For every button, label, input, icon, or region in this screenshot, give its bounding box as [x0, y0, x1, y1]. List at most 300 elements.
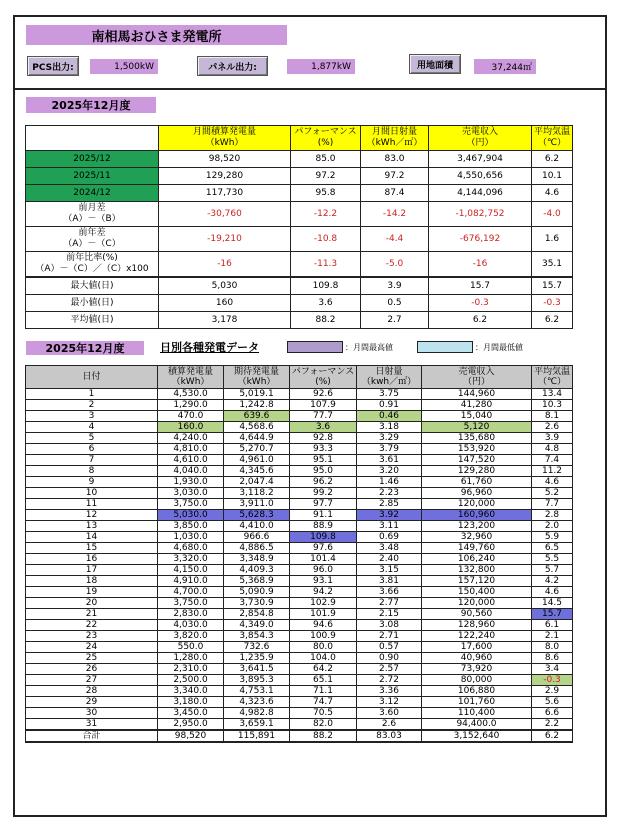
daily-row — [26, 532, 573, 543]
daily-cell: 2.6 — [532, 422, 573, 433]
summary-cell: 10.1 — [532, 168, 573, 185]
daily-column-header: 積算発電量 （kWh） — [158, 366, 224, 389]
land-area-value: 37,244㎡ — [474, 59, 536, 74]
daily-row — [26, 598, 573, 609]
daily-cell: 2.8 — [532, 510, 573, 521]
daily-cell: 150,400 — [422, 587, 532, 598]
daily-cell: 129,280 — [422, 466, 532, 477]
summary-cell: 2.7 — [361, 312, 429, 329]
daily-cell: 8.6 — [532, 653, 573, 664]
daily-cell: 107.9 — [290, 400, 357, 411]
daily-cell: 80.0 — [290, 642, 357, 653]
daily-cell: 109.8 — [290, 532, 357, 543]
summary-cell: -16 — [429, 252, 532, 278]
daily-cell: 5,368.9 — [224, 576, 290, 587]
daily-cell: 3,348.9 — [224, 554, 290, 565]
daily-cell: 1.46 — [357, 477, 422, 488]
daily-row — [26, 510, 573, 521]
daily-cell: 3,820.0 — [158, 631, 224, 642]
daily-cell: 3.61 — [357, 455, 422, 466]
daily-cell: 3.81 — [357, 576, 422, 587]
summary-row-label: 2024/12 — [26, 185, 159, 202]
daily-row — [26, 521, 573, 532]
daily-cell: 14.5 — [532, 598, 573, 609]
daily-cell: 4,410.0 — [224, 521, 290, 532]
daily-date-cell: 8 — [26, 466, 158, 477]
daily-cell: 13.4 — [532, 389, 573, 400]
daily-cell: 93.3 — [290, 444, 357, 455]
daily-row — [26, 708, 573, 719]
daily-row — [26, 653, 573, 664]
daily-row — [26, 664, 573, 675]
daily-cell: 639.6 — [224, 411, 290, 422]
legend-low-label: ：月間最低値 — [475, 343, 523, 352]
daily-cell: 5,628.3 — [224, 510, 290, 521]
daily-cell: 3,641.5 — [224, 664, 290, 675]
daily-row — [26, 455, 573, 466]
daily-cell: 5.6 — [532, 697, 573, 708]
daily-cell: 3,911.0 — [224, 499, 290, 510]
daily-row — [26, 642, 573, 653]
daily-cell: 157,120 — [422, 576, 532, 587]
daily-cell: 0.91 — [357, 400, 422, 411]
daily-cell: 3.11 — [357, 521, 422, 532]
daily-cell: 4,349.0 — [224, 620, 290, 631]
daily-cell: 73,920 — [422, 664, 532, 675]
daily-date-cell: 18 — [26, 576, 158, 587]
daily-date-cell: 2 — [26, 400, 158, 411]
daily-date-cell: 3 — [26, 411, 158, 422]
daily-cell: 4,040.0 — [158, 466, 224, 477]
daily-row — [26, 587, 573, 598]
daily-cell: 96.0 — [290, 565, 357, 576]
summary-cell: 4,550,656 — [429, 168, 532, 185]
daily-cell: 5,120 — [422, 422, 532, 433]
daily-cell: 5.9 — [532, 532, 573, 543]
daily-cell: 147,520 — [422, 455, 532, 466]
daily-cell: 4,030.0 — [158, 620, 224, 631]
daily-cell: 3.12 — [357, 697, 422, 708]
daily-date-cell: 1 — [26, 389, 158, 400]
summary-cell: -0.3 — [532, 295, 573, 312]
daily-total-row — [26, 730, 573, 742]
daily-cell: 95.0 — [290, 466, 357, 477]
daily-date-cell: 12 — [26, 510, 158, 521]
daily-date-cell: 13 — [26, 521, 158, 532]
daily-cell: 0.69 — [357, 532, 422, 543]
daily-cell: 71.1 — [290, 686, 357, 697]
daily-cell: 106,880 — [422, 686, 532, 697]
daily-date-cell: 23 — [26, 631, 158, 642]
daily-total-cell: 115,891 — [224, 730, 290, 742]
daily-cell: 95.1 — [290, 455, 357, 466]
daily-cell: 10.3 — [532, 400, 573, 411]
summary-cell: -0.3 — [429, 295, 532, 312]
daily-cell: 2.77 — [357, 598, 422, 609]
daily-cell: 4,409.3 — [224, 565, 290, 576]
daily-date-cell: 30 — [26, 708, 158, 719]
daily-cell: 2.57 — [357, 664, 422, 675]
summary-row — [26, 185, 573, 202]
daily-cell: 92.8 — [290, 433, 357, 444]
daily-cell: 94,400.0 — [422, 719, 532, 731]
summary-cell: -30,760 — [159, 202, 291, 227]
daily-cell: 135,680 — [422, 433, 532, 444]
daily-cell: 120,000 — [422, 499, 532, 510]
daily-row — [26, 697, 573, 708]
daily-cell: 4,700.0 — [158, 587, 224, 598]
daily-row — [26, 444, 573, 455]
daily-cell: 732.6 — [224, 642, 290, 653]
land-area-button[interactable]: 用地面積 — [409, 54, 461, 74]
daily-cell: 4,150.0 — [158, 565, 224, 576]
daily-cell: 3.60 — [357, 708, 422, 719]
summary-cell: 3.9 — [361, 277, 429, 295]
daily-cell: 3,320.0 — [158, 554, 224, 565]
summary-cell: -16 — [159, 252, 291, 278]
daily-cell: 3,118.2 — [224, 488, 290, 499]
summary-cell: 15.7 — [429, 277, 532, 295]
daily-cell: 7.4 — [532, 455, 573, 466]
summary-cell: 97.2 — [361, 168, 429, 185]
daily-date-cell: 22 — [26, 620, 158, 631]
daily-date-cell: 19 — [26, 587, 158, 598]
daily-cell: 4,568.6 — [224, 422, 290, 433]
daily-cell: 3.6 — [290, 422, 357, 433]
summary-column-header: 平均気温 （℃） — [532, 126, 573, 151]
daily-cell: 4.8 — [532, 444, 573, 455]
legend-high-label: ：月間最高値 — [345, 343, 393, 352]
summary-cell: -11.3 — [291, 252, 361, 278]
daily-cell: 4,530.0 — [158, 389, 224, 400]
summary-row-label: 最大値(日) — [26, 277, 159, 295]
daily-cell: 15.7 — [532, 609, 573, 620]
daily-row — [26, 675, 573, 686]
daily-cell: 5.7 — [532, 565, 573, 576]
daily-row — [26, 719, 573, 731]
daily-date-cell: 6 — [26, 444, 158, 455]
daily-cell: 2.23 — [357, 488, 422, 499]
daily-cell: 106,240 — [422, 554, 532, 565]
legend-high-swatch — [287, 341, 343, 353]
daily-cell: 4,644.9 — [224, 433, 290, 444]
daily-cell: 3,180.0 — [158, 697, 224, 708]
summary-row — [26, 151, 573, 168]
summary-row-label: 前月差 （A）－（B） — [26, 202, 159, 227]
daily-cell: 2,854.8 — [224, 609, 290, 620]
daily-cell: 1,235.9 — [224, 653, 290, 664]
summary-row — [26, 252, 573, 278]
daily-row — [26, 400, 573, 411]
summary-column-header: 月間日射量 （kWh／㎡） — [361, 126, 429, 151]
summary-cell: 85.0 — [291, 151, 361, 168]
daily-row — [26, 488, 573, 499]
daily-cell: 966.6 — [224, 532, 290, 543]
daily-date-cell: 16 — [26, 554, 158, 565]
daily-cell: 0.90 — [357, 653, 422, 664]
daily-cell: 4,982.8 — [224, 708, 290, 719]
daily-period-label: 2025年12月度 — [26, 341, 144, 355]
daily-column-header: 日射量 （kwh／㎡） — [357, 366, 422, 389]
daily-section-header — [25, 339, 572, 357]
daily-row — [26, 631, 573, 642]
daily-cell: 96.2 — [290, 477, 357, 488]
daily-cell: 91.1 — [290, 510, 357, 521]
daily-cell: 5,090.9 — [224, 587, 290, 598]
daily-cell: 3.9 — [532, 433, 573, 444]
daily-cell: 2.85 — [357, 499, 422, 510]
summary-row-label: 平均値(日) — [26, 312, 159, 329]
daily-cell: 5.5 — [532, 554, 573, 565]
daily-cell: 160.0 — [158, 422, 224, 433]
daily-cell: 3,659.1 — [224, 719, 290, 731]
summary-cell: 1.6 — [532, 227, 573, 252]
daily-row — [26, 686, 573, 697]
daily-cell: 77.7 — [290, 411, 357, 422]
daily-cell: 4,753.1 — [224, 686, 290, 697]
summary-row-label: 2025/12 — [26, 151, 159, 168]
daily-cell: 4.6 — [532, 477, 573, 488]
daily-cell: 100.9 — [290, 631, 357, 642]
daily-cell: 3,030.0 — [158, 488, 224, 499]
daily-cell: 3.4 — [532, 664, 573, 675]
daily-date-cell: 14 — [26, 532, 158, 543]
panel-output-button[interactable]: パネル出力: — [197, 56, 268, 76]
daily-row — [26, 466, 573, 477]
daily-cell: 104.0 — [290, 653, 357, 664]
summary-cell: 3,467,904 — [429, 151, 532, 168]
daily-date-cell: 17 — [26, 565, 158, 576]
summary-row — [26, 227, 573, 252]
daily-cell: 2.0 — [532, 521, 573, 532]
daily-cell: 4,240.0 — [158, 433, 224, 444]
summary-cell: 117,730 — [159, 185, 291, 202]
summary-cell: 15.7 — [532, 277, 573, 295]
daily-cell: 101.9 — [290, 609, 357, 620]
daily-cell: 102.9 — [290, 598, 357, 609]
daily-cell: 132,800 — [422, 565, 532, 576]
daily-cell: 74.7 — [290, 697, 357, 708]
daily-cell: 82.0 — [290, 719, 357, 731]
summary-cell: -5.0 — [361, 252, 429, 278]
daily-cell: 11.2 — [532, 466, 573, 477]
summary-cell: 6.2 — [532, 151, 573, 168]
summary-cell: 3.6 — [291, 295, 361, 312]
daily-date-cell: 4 — [26, 422, 158, 433]
summary-cell: -12.2 — [291, 202, 361, 227]
daily-cell: 160,960 — [422, 510, 532, 521]
daily-total-cell: 6.2 — [532, 730, 573, 742]
daily-cell: 4,345.6 — [224, 466, 290, 477]
daily-cell: 1,290.0 — [158, 400, 224, 411]
daily-cell: 4,910.0 — [158, 576, 224, 587]
daily-cell: 3.92 — [357, 510, 422, 521]
summary-cell: -10.8 — [291, 227, 361, 252]
daily-cell: 1,030.0 — [158, 532, 224, 543]
daily-date-cell: 24 — [26, 642, 158, 653]
summary-cell: 88.2 — [291, 312, 361, 329]
daily-date-cell: 5 — [26, 433, 158, 444]
summary-cell: 83.0 — [361, 151, 429, 168]
daily-cell: 153,920 — [422, 444, 532, 455]
daily-cell: 2.71 — [357, 631, 422, 642]
daily-column-header: 平均気温 （℃） — [532, 366, 573, 389]
daily-cell: 3,730.9 — [224, 598, 290, 609]
daily-cell: 4.2 — [532, 576, 573, 587]
summary-cell: 109.8 — [291, 277, 361, 295]
daily-date-cell: 31 — [26, 719, 158, 731]
daily-cell: 99.2 — [290, 488, 357, 499]
daily-cell: 3,450.0 — [158, 708, 224, 719]
daily-column-header: 売電収入 （円） — [422, 366, 532, 389]
daily-total-cell: 88.2 — [290, 730, 357, 742]
daily-date-cell: 21 — [26, 609, 158, 620]
monthly-summary-table — [25, 125, 573, 329]
summary-row — [26, 295, 573, 312]
plant-title: 南相馬おひさま発電所 — [26, 25, 287, 45]
daily-cell: 8.1 — [532, 411, 573, 422]
pcs-output-button[interactable]: PCS出力: — [27, 56, 79, 76]
daily-cell: 3,750.0 — [158, 499, 224, 510]
daily-cell: 4,323.6 — [224, 697, 290, 708]
daily-cell: 3.29 — [357, 433, 422, 444]
daily-cell: 128,960 — [422, 620, 532, 631]
summary-cell: 95.8 — [291, 185, 361, 202]
daily-cell: 4,810.0 — [158, 444, 224, 455]
daily-cell: 3.20 — [357, 466, 422, 477]
summary-cell: 5,030 — [159, 277, 291, 295]
daily-cell: 3.79 — [357, 444, 422, 455]
daily-cell: 0.46 — [357, 411, 422, 422]
daily-total-cell: 83.03 — [357, 730, 422, 742]
daily-cell: 3,850.0 — [158, 521, 224, 532]
daily-total-cell: 3,152,640 — [422, 730, 532, 742]
summary-cell: 4,144,096 — [429, 185, 532, 202]
daily-cell: 122,240 — [422, 631, 532, 642]
daily-row — [26, 576, 573, 587]
daily-cell: 97.7 — [290, 499, 357, 510]
daily-column-header: パフォーマンス (%) — [290, 366, 357, 389]
summary-cell: 160 — [159, 295, 291, 312]
summary-column-header: パフォーマンス (%) — [291, 126, 361, 151]
daily-section-title: 日別各種発電データ — [160, 341, 259, 354]
summary-row — [26, 168, 573, 185]
daily-row — [26, 609, 573, 620]
summary-cell: -676,192 — [429, 227, 532, 252]
daily-cell: 470.0 — [158, 411, 224, 422]
daily-cell: 4,886.5 — [224, 543, 290, 554]
summary-row-label: 最小値(日) — [26, 295, 159, 312]
daily-cell: 3.75 — [357, 389, 422, 400]
daily-cell: 110,400 — [422, 708, 532, 719]
daily-cell: 3.48 — [357, 543, 422, 554]
daily-cell: 3.08 — [357, 620, 422, 631]
daily-cell: 70.5 — [290, 708, 357, 719]
daily-cell: 94.6 — [290, 620, 357, 631]
daily-cell: 2.15 — [357, 609, 422, 620]
daily-cell: 550.0 — [158, 642, 224, 653]
daily-cell: 120,000 — [422, 598, 532, 609]
daily-cell: 3,895.3 — [224, 675, 290, 686]
summary-cell: -14.2 — [361, 202, 429, 227]
daily-row — [26, 411, 573, 422]
daily-cell: 2,830.0 — [158, 609, 224, 620]
daily-date-cell: 7 — [26, 455, 158, 466]
daily-cell: 94.2 — [290, 587, 357, 598]
daily-cell: 1,242.8 — [224, 400, 290, 411]
daily-date-cell: 25 — [26, 653, 158, 664]
daily-row — [26, 422, 573, 433]
daily-cell: 2,500.0 — [158, 675, 224, 686]
summary-cell: 6.2 — [532, 312, 573, 329]
daily-cell: 4,680.0 — [158, 543, 224, 554]
daily-cell: 123,200 — [422, 521, 532, 532]
daily-cell: 96,960 — [422, 488, 532, 499]
daily-cell: 1,930.0 — [158, 477, 224, 488]
summary-cell: -1,082,752 — [429, 202, 532, 227]
daily-cell: 1,280.0 — [158, 653, 224, 664]
daily-date-cell: 29 — [26, 697, 158, 708]
summary-cell: -19,210 — [159, 227, 291, 252]
daily-cell: 4,961.0 — [224, 455, 290, 466]
summary-row — [26, 312, 573, 329]
pcs-output-value: 1,500kW — [90, 59, 158, 74]
daily-cell: 3,854.3 — [224, 631, 290, 642]
daily-date-cell: 15 — [26, 543, 158, 554]
daily-cell: 149,760 — [422, 543, 532, 554]
daily-total-label: 合計 — [26, 730, 158, 742]
daily-cell: 2.1 — [532, 631, 573, 642]
daily-cell: 93.1 — [290, 576, 357, 587]
daily-cell: 92.6 — [290, 389, 357, 400]
daily-cell: 40,960 — [422, 653, 532, 664]
daily-cell: 80,000 — [422, 675, 532, 686]
summary-cell: 97.2 — [291, 168, 361, 185]
daily-row — [26, 499, 573, 510]
summary-row — [26, 277, 573, 295]
summary-header-blank — [26, 126, 159, 151]
daily-data-table — [25, 365, 573, 743]
daily-cell: 5,030.0 — [158, 510, 224, 521]
daily-row — [26, 389, 573, 400]
daily-date-cell: 28 — [26, 686, 158, 697]
daily-row — [26, 554, 573, 565]
daily-cell: 4.6 — [532, 587, 573, 598]
daily-date-cell: 27 — [26, 675, 158, 686]
daily-cell: 3.66 — [357, 587, 422, 598]
daily-cell: 6.1 — [532, 620, 573, 631]
summary-row — [26, 202, 573, 227]
summary-cell: 6.2 — [429, 312, 532, 329]
summary-period-label: 2025年12月度 — [26, 97, 156, 113]
legend-low-swatch — [417, 341, 473, 353]
daily-cell: 90,560 — [422, 609, 532, 620]
daily-cell: 2,950.0 — [158, 719, 224, 731]
summary-cell: 3,178 — [159, 312, 291, 329]
daily-cell: 3.15 — [357, 565, 422, 576]
daily-cell: 2.72 — [357, 675, 422, 686]
daily-row — [26, 543, 573, 554]
daily-cell: 6.6 — [532, 708, 573, 719]
daily-cell: 5,270.7 — [224, 444, 290, 455]
daily-cell: 4,610.0 — [158, 455, 224, 466]
daily-row — [26, 565, 573, 576]
daily-row — [26, 620, 573, 631]
panel-output-value: 1,877kW — [287, 59, 355, 74]
summary-cell: 0.5 — [361, 295, 429, 312]
daily-cell: 3.36 — [357, 686, 422, 697]
daily-cell: 3,750.0 — [158, 598, 224, 609]
